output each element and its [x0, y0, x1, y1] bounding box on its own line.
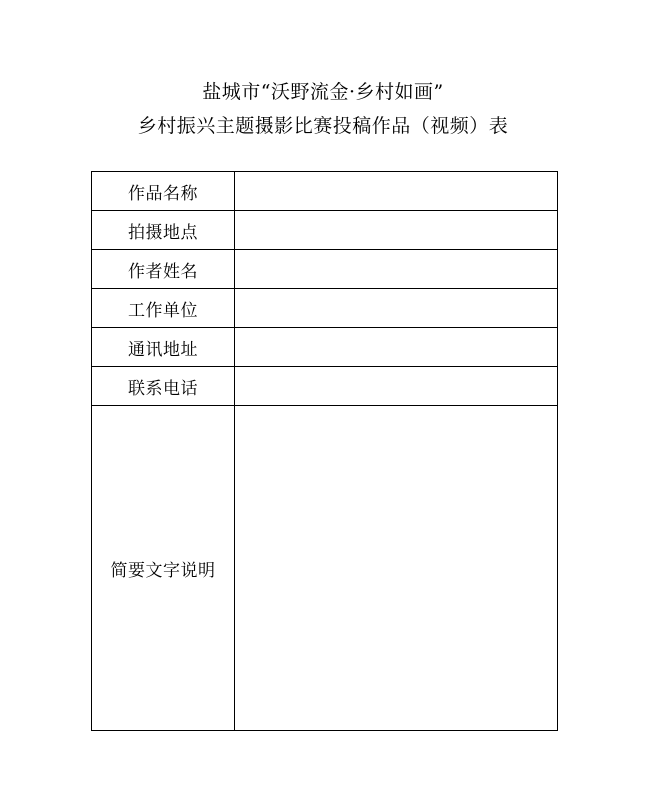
description-label: 简要文字说明 — [92, 406, 235, 731]
mailing-address-field[interactable] — [235, 328, 558, 367]
work-title-field[interactable] — [235, 172, 558, 211]
phone-field[interactable] — [235, 367, 558, 406]
document-title-line-1: 盐城市“沃野流金·乡村如画” — [202, 81, 444, 103]
form-row-work-title — [92, 172, 558, 211]
phone-label: 联系电话 — [92, 367, 235, 406]
document-title-line-2: 乡村振兴主题摄影比赛投稿作品（视频）表 — [137, 115, 509, 137]
form-row-author-name — [92, 250, 558, 289]
author-name-label: 作者姓名 — [92, 250, 235, 289]
form-row-work-unit — [92, 289, 558, 328]
work-unit-field[interactable] — [235, 289, 558, 328]
form-row-phone — [92, 367, 558, 406]
form-row-shooting-location — [92, 211, 558, 250]
form-row-mailing-address — [92, 328, 558, 367]
work-title-label: 作品名称 — [92, 172, 235, 211]
work-unit-label: 工作单位 — [92, 289, 235, 328]
shooting-location-label: 拍摄地点 — [92, 211, 235, 250]
description-field[interactable] — [235, 406, 558, 731]
mailing-address-label: 通讯地址 — [92, 328, 235, 367]
shooting-location-field[interactable] — [235, 211, 558, 250]
submission-form-table — [91, 171, 558, 731]
author-name-field[interactable] — [235, 250, 558, 289]
form-row-description — [92, 406, 558, 731]
